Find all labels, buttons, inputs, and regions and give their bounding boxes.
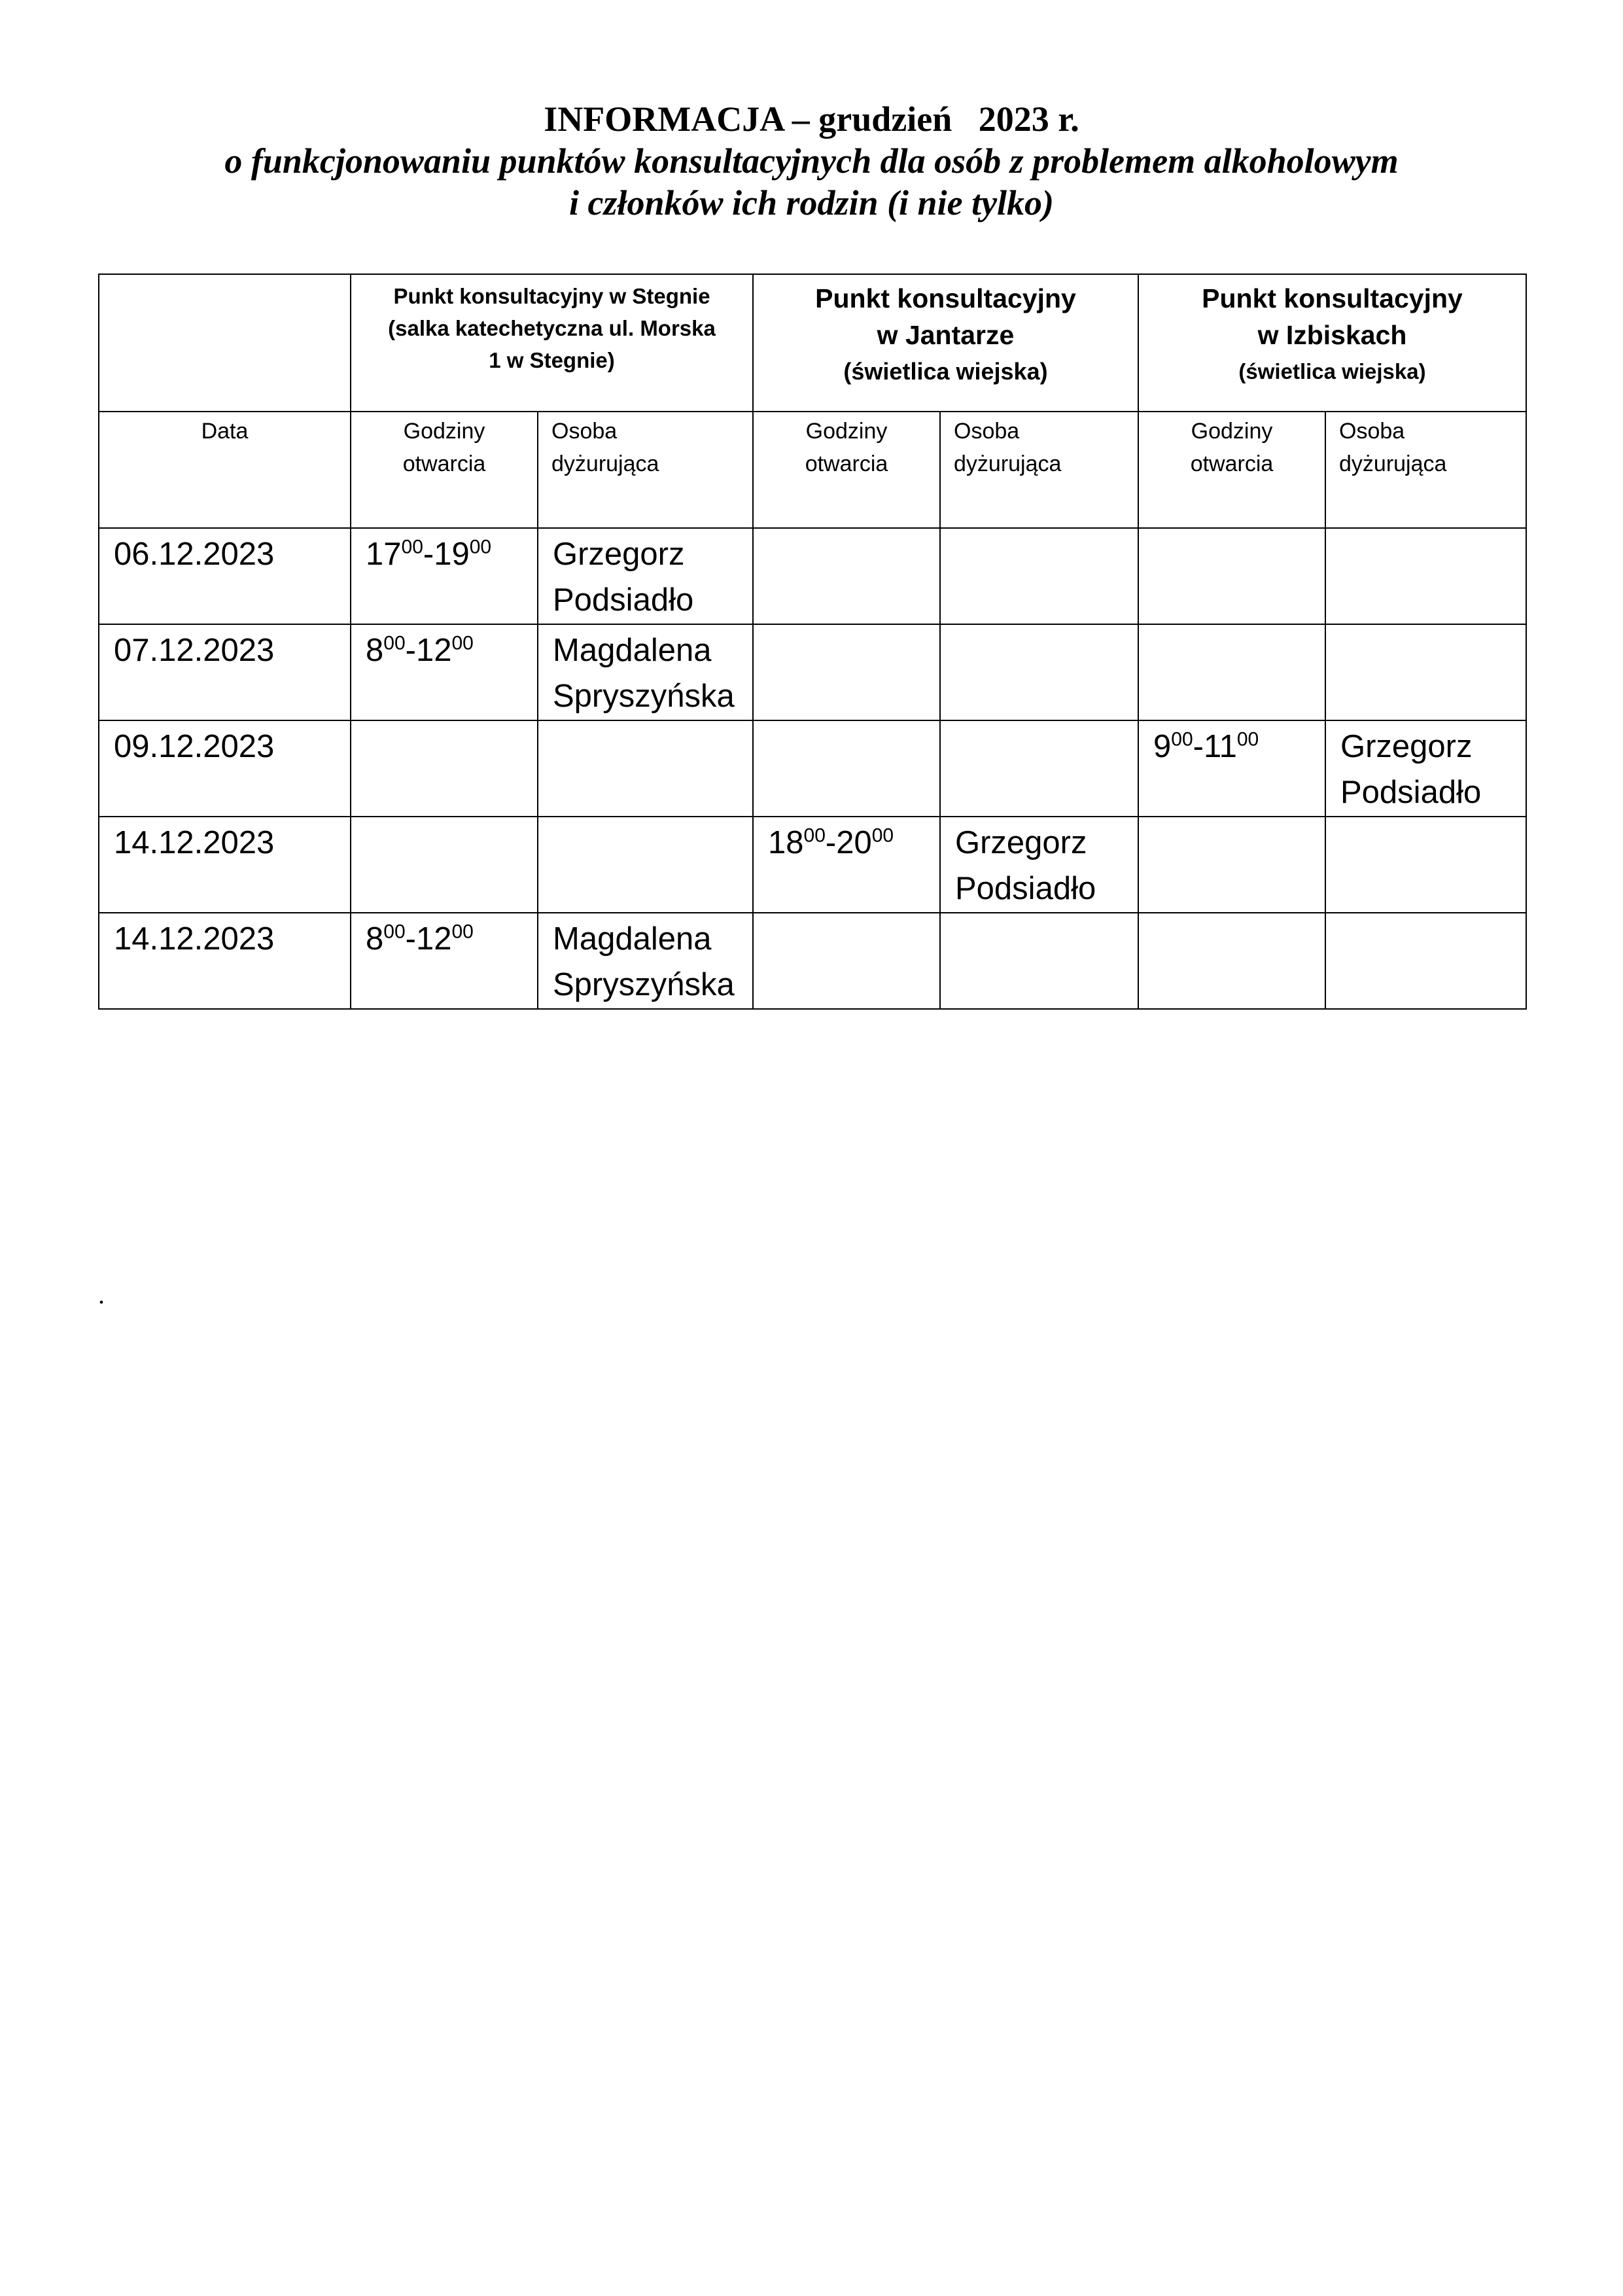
jantar-hours-header [753, 412, 940, 528]
hours-to-minutes: 00 [451, 921, 474, 943]
izbiska-person-cell [1325, 817, 1526, 913]
stegna-hours-cell: $17^{00}-19^{00}$ [351, 528, 538, 624]
jantar-hours-cell [753, 528, 940, 624]
person-first-name: Grzegorz [553, 537, 685, 572]
hours-to-minutes: 00 [469, 536, 492, 558]
izbiska-hours-cell [1138, 913, 1325, 1009]
person-first-name: Magdalena [553, 921, 712, 957]
hours-from: 8 [366, 633, 384, 668]
table-row [99, 528, 1526, 624]
hours-header-line-1: Godziny [403, 419, 485, 444]
location-header-stegna [351, 274, 753, 412]
izbiska-person-cell [1325, 528, 1526, 624]
hours-from: 17 [366, 537, 402, 572]
stegna-person-cell [538, 624, 753, 720]
title-line-3: i członków ich rodzin (i nie tylko) [568, 183, 1055, 222]
table-row [99, 913, 1526, 1009]
title-line-1: INFORMACJA – grudzień 2023 r. [544, 99, 1079, 139]
jantar-hours-cell [753, 720, 940, 817]
header-empty-cell [99, 274, 351, 412]
person-last-name: Podsiadło [553, 582, 694, 618]
schedule-table [98, 274, 1527, 1010]
person-first-name: Magdalena [553, 633, 712, 668]
location-izbiska-line-1: Punkt konsultacyjny [1202, 283, 1463, 313]
date-cell: 09.12.2023 [99, 720, 351, 817]
document-title [0, 98, 1623, 224]
izbiska-person-cell [1325, 720, 1526, 817]
date-cell: 07.12.2023 [99, 624, 351, 720]
person-last-name: Podsiadło [955, 871, 1096, 906]
location-jantar-line-2: w Jantarze [877, 320, 1015, 350]
hours-to-minutes: 00 [1236, 728, 1259, 751]
hours-header-line-1: Godziny [805, 419, 888, 444]
date-cell: 14.12.2023 [99, 817, 351, 913]
stegna-hours-cell [351, 817, 538, 913]
hours-to: 12 [415, 921, 452, 957]
hours-from: 9 [1153, 729, 1172, 764]
izbiska-hours-cell [1138, 817, 1325, 913]
person-last-name: Spryszyńska [553, 967, 735, 1002]
column-header-row [99, 412, 1526, 528]
stegna-person-cell [538, 720, 753, 817]
title-line-2: o funkcjonowaniu punktów konsultacyjnych dla osób z problemem alkoholowym [224, 141, 1399, 181]
hours-from-minutes: 00 [383, 921, 406, 943]
person-header-line-1: Osoba [1339, 419, 1405, 444]
hours-to: 20 [836, 825, 872, 860]
location-stegna-line-3: 1 w Stegnie) [489, 348, 615, 372]
jantar-person-cell [940, 624, 1138, 720]
izbiska-hours-cell [1138, 624, 1325, 720]
jantar-person-cell [940, 913, 1138, 1009]
person-first-name: Grzegorz [955, 825, 1087, 860]
hours-to: 12 [415, 633, 452, 668]
stegna-person-cell [538, 528, 753, 624]
location-header-jantar [753, 274, 1138, 412]
hours-from-minutes: 00 [383, 632, 406, 654]
hours-header-line-2: otwarcia [1190, 451, 1274, 476]
jantar-hours-cell [753, 913, 940, 1009]
hours-from: 8 [366, 921, 384, 957]
location-header-row [99, 274, 1526, 412]
hours-from: 18 [768, 825, 804, 860]
izbiska-hours-header [1138, 412, 1325, 528]
jantar-hours-cell: $18^{00}-20^{00}$ [753, 817, 940, 913]
table-row [99, 817, 1526, 913]
hours-from-minutes: 00 [401, 536, 423, 558]
person-header-line-1: Osoba [954, 419, 1020, 444]
izbiska-hours-cell [1138, 528, 1325, 624]
person-header-line-2: dyżurująca [551, 451, 659, 476]
izbiska-person-cell [1325, 913, 1526, 1009]
location-izbiska-line-3: (świetlica wiejska) [1238, 359, 1426, 383]
jantar-person-cell [940, 528, 1138, 624]
hours-to: 19 [434, 537, 470, 572]
table-row [99, 624, 1526, 720]
jantar-person-header [940, 412, 1138, 528]
person-header-line-2: dyżurująca [1339, 451, 1447, 476]
table-row [99, 720, 1526, 817]
location-stegna-line-1: Punkt konsultacyjny w Stegnie [393, 284, 710, 308]
stegna-hours-cell: $8^{00}-12^{00}$ [351, 624, 538, 720]
person-header-line-2: dyżurująca [954, 451, 1062, 476]
stegna-person-cell [538, 913, 753, 1009]
person-last-name: Spryszyńska [553, 679, 735, 714]
hours-to-minutes: 00 [871, 824, 894, 847]
location-header-izbiska [1138, 274, 1526, 412]
hours-from-minutes: 00 [1171, 728, 1193, 751]
stegna-hours-cell [351, 720, 538, 817]
person-last-name: Podsiadło [1340, 775, 1482, 810]
jantar-person-cell [940, 817, 1138, 913]
date-header-label: Data [201, 419, 249, 444]
stegna-hours-cell: $8^{00}-12^{00}$ [351, 913, 538, 1009]
person-header-line-1: Osoba [551, 419, 618, 444]
hours-to: 11 [1203, 729, 1237, 764]
trailing-dot: . [98, 1280, 105, 1309]
date-cell: 06.12.2023 [99, 528, 351, 624]
person-first-name: Grzegorz [1340, 729, 1473, 764]
jantar-hours-cell [753, 624, 940, 720]
hours-header-line-2: otwarcia [805, 451, 888, 476]
location-jantar-line-1: Punkt konsultacyjny [815, 283, 1076, 313]
izbiska-person-cell [1325, 624, 1526, 720]
stegna-hours-header [351, 412, 538, 528]
hours-header-line-2: otwarcia [402, 451, 486, 476]
hours-from-minutes: 00 [803, 824, 826, 847]
stegna-person-cell [538, 817, 753, 913]
izbiska-person-header [1325, 412, 1526, 528]
location-stegna-line-2: (salka katechetyczna ul. Morska [388, 316, 716, 340]
date-cell: 14.12.2023 [99, 913, 351, 1009]
location-jantar-line-3: (świetlica wiejska) [843, 358, 1048, 385]
izbiska-hours-cell: $9^{00}-11^{00}$ [1138, 720, 1325, 817]
jantar-person-cell [940, 720, 1138, 817]
hours-to-minutes: 00 [451, 632, 474, 654]
stegna-person-header [538, 412, 753, 528]
location-izbiska-line-2: w Izbiskach [1257, 320, 1407, 350]
date-column-header [99, 412, 351, 528]
hours-header-line-1: Godziny [1191, 419, 1273, 444]
